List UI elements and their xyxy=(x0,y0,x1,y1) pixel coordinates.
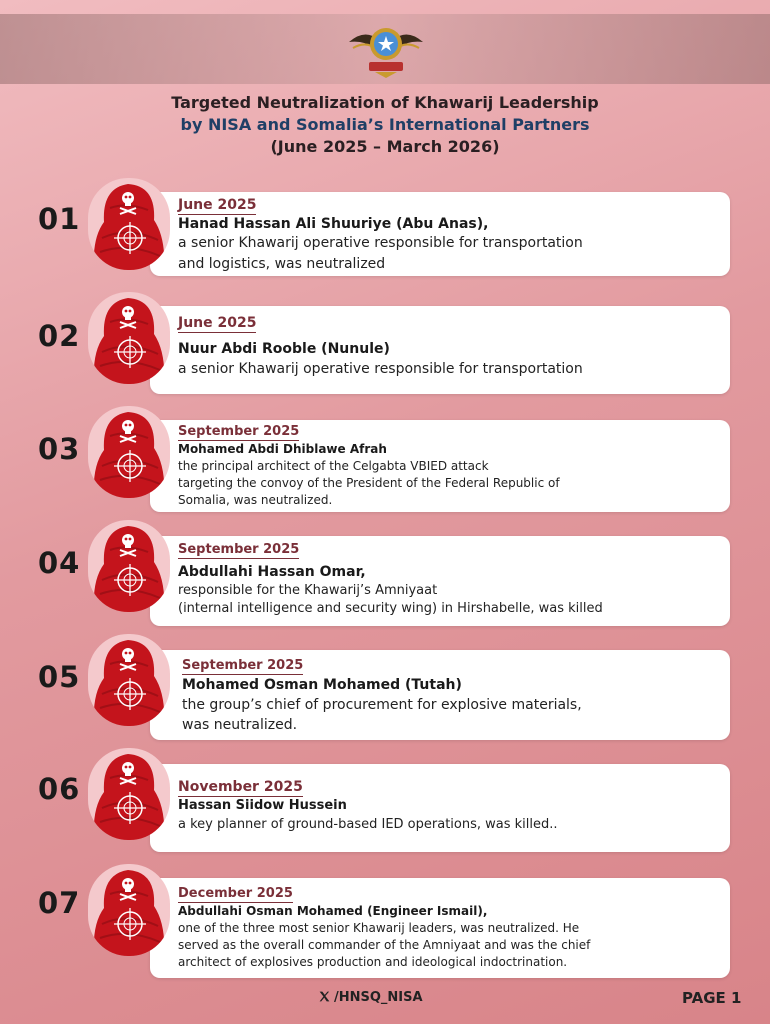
page-number: PAGE 1 xyxy=(682,989,742,1007)
entry-name: Mohamed Osman Mohamed (Tutah) xyxy=(182,677,462,693)
entry-description-line: the principal architect of the Celgabta VBIED attack xyxy=(178,459,489,473)
title-block xyxy=(0,92,770,158)
entry-description-line: targeting the convoy of the President of the Federal Republic of xyxy=(178,476,560,490)
entry-date: December 2025 xyxy=(178,886,293,901)
target-avatar-icon xyxy=(88,292,170,384)
entry-description-line: a key planner of ground-based IED operations, was killed.. xyxy=(178,817,558,832)
entry-description-line: architect of explosives production and ideological indoctrination. xyxy=(178,955,568,969)
entry-number: 06 xyxy=(38,772,81,806)
entry-description-line: served as the overall commander of the Amniyaat and was the chief xyxy=(178,938,591,952)
entry-description-line: was neutralized. xyxy=(182,717,298,733)
nisa-emblem-icon xyxy=(345,18,427,80)
target-avatar-icon xyxy=(88,178,170,270)
entry-date: June 2025 xyxy=(178,315,257,331)
entry-date: September 2025 xyxy=(178,542,300,557)
entry-name: Nuur Abdi Rooble (Nunule) xyxy=(178,341,390,357)
target-avatar-icon xyxy=(88,634,170,726)
x-logo-icon xyxy=(318,990,331,1003)
entry-description-line: responsible for the Khawarij’s Amniyaat xyxy=(178,583,438,598)
entry-number: 01 xyxy=(38,202,81,236)
entry-description-line: the group’s chief of procurement for explosive materials, xyxy=(182,697,582,713)
target-silhouette-icon xyxy=(88,864,170,956)
target-silhouette-icon xyxy=(88,178,170,270)
entry-date: September 2025 xyxy=(182,658,304,673)
entry-description-line: (internal intelligence and security wing) in Hirshabelle, was killed xyxy=(178,601,603,616)
target-avatar-icon xyxy=(88,748,170,840)
entry-name: Abdullahi Hassan Omar, xyxy=(178,564,366,580)
entry-number: 07 xyxy=(38,886,81,920)
entry-date: November 2025 xyxy=(178,779,303,795)
footer-handle-text: /HNSQ_NISA xyxy=(334,990,423,1005)
entry-description-line: and logistics, was neutralized xyxy=(178,256,386,272)
entry-name: Hanad Hassan Ali Shuuriye (Abu Anas), xyxy=(178,216,489,232)
footer-handle[interactable] xyxy=(318,990,423,1005)
target-silhouette-icon xyxy=(88,292,170,384)
entry-description-line: Somalia, was neutralized. xyxy=(178,493,333,507)
entry-number: 02 xyxy=(38,319,81,353)
title-line-1: Targeted Neutralization of Khawarij Leadership xyxy=(171,93,599,112)
entry-name: Hassan Siidow Hussein xyxy=(178,798,347,813)
entry-number: 03 xyxy=(38,432,81,466)
title-line-3: (June 2025 – March 2026) xyxy=(270,137,500,156)
entry-name: Mohamed Abdi Dhiblawe Afrah xyxy=(178,442,387,456)
entry-description-line: a senior Khawarij operative responsible for transportation xyxy=(178,361,583,377)
title-line-2: by NISA and Somalia’s International Partners xyxy=(180,115,590,134)
target-avatar-icon xyxy=(88,864,170,956)
entry-description-line: a senior Khawarij operative responsible for transportation xyxy=(178,235,583,251)
target-silhouette-icon xyxy=(88,406,170,498)
target-avatar-icon xyxy=(88,520,170,612)
entry-number: 05 xyxy=(38,660,81,694)
target-silhouette-icon xyxy=(88,634,170,726)
entry-number: 04 xyxy=(38,546,81,580)
entry-name: Abdullahi Osman Mohamed (Engineer Ismail), xyxy=(178,904,488,918)
target-avatar-icon xyxy=(88,406,170,498)
entry-date: June 2025 xyxy=(178,197,257,213)
entry-description-line: one of the three most senior Khawarij leaders, was neutralized. He xyxy=(178,921,580,935)
target-silhouette-icon xyxy=(88,520,170,612)
entry-date: September 2025 xyxy=(178,424,300,439)
target-silhouette-icon xyxy=(88,748,170,840)
